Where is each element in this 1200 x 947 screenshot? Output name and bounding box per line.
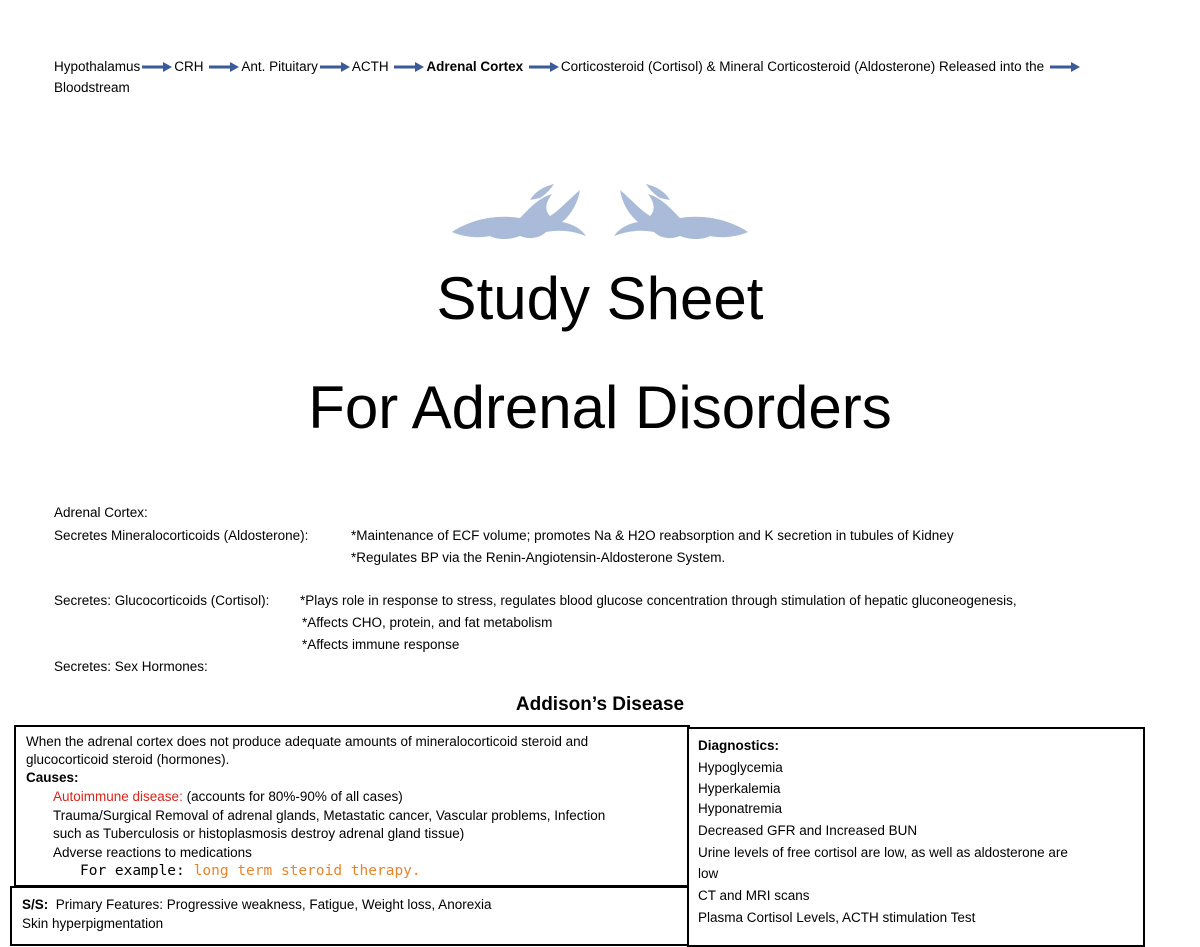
adrenal-heading: Adrenal Cortex: [54,505,148,520]
gluco-label: Secretes: Glucocorticoids (Cortisol): [54,593,270,608]
page-subtitle: For Adrenal Disorders [308,374,892,441]
step-bloodstream: Bloodstream [54,80,130,95]
autoimmune-detail: (accounts for 80%-90% of all cases) [186,789,403,804]
ss-primary [22,896,491,914]
step-hypothalamus: Hypothalamus [54,59,141,74]
gluco-point: *Plays role in response to stress, regulates blood glucose concentration through stimulation of hepatic gluconeogenesis, [300,593,1017,608]
gluco-point: *Affects CHO, protein, and fat metabolism [302,615,553,630]
example-label: For example: [80,863,185,879]
hormone-pathway [54,56,1184,95]
autoimmune-label: Autoimmune disease: [53,789,183,804]
mineral-label: Secretes Mineralocorticoids (Aldosterone): [54,528,309,543]
example-line [80,861,421,881]
diagnostic-item: Hyponatremia [698,801,783,816]
addisons-heading: Addison’s Disease [515,694,685,715]
sex-hormones-label: Secretes: Sex Hormones: [54,659,208,674]
right-arrow-icon [1050,62,1080,72]
right-arrow-icon [394,62,424,72]
cause-removal: such as Tuberculosis or histoplasmosis destroy adrenal gland tissue) [53,826,465,841]
causes-label: Causes: [26,770,79,785]
diagnostic-item: Plasma Cortisol Levels, ACTH stimulation Test [698,910,976,925]
definition-text: When the adrenal cortex does not produce adequate amounts of mineralocorticoid steroid and [26,734,589,749]
diagnostic-item: Decreased GFR and Increased BUN [698,823,918,838]
cause-autoimmune [53,788,403,806]
diagnostic-item: low [698,866,719,881]
right-arrow-icon [320,62,350,72]
diagnostic-item: Hypoglycemia [698,760,783,775]
page-title: Study Sheet [436,265,764,332]
step-acth: ACTH [351,59,389,74]
ss-next: Skin hyperpigmentation [22,916,164,931]
diagnostics-box [687,727,1145,947]
flourish-ornament-icon [450,180,750,242]
diagnostic-item: Hyperkalemia [698,781,781,796]
ss-label: S/S: [22,897,49,912]
example-value: long term steroid therapy. [193,863,421,879]
diagnostics-label: Diagnostics: [698,738,780,753]
right-arrow-icon [529,62,559,72]
cause-removal: Trauma/Surgical Removal of adrenal glands, Metastatic cancer, Vascular problems, Infection [53,808,606,823]
gluco-point: *Affects immune response [302,637,460,652]
diagnostic-item: Urine levels of free cortisol are low, as well as aldosterone are [698,845,1068,860]
definition-box [14,725,690,887]
step-ant-pituitary: Ant. Pituitary [241,59,318,74]
step-adrenal-cortex: Adrenal Cortex [426,59,524,74]
right-arrow-icon [209,62,239,72]
ss-primary-text: Primary Features: Progressive weakness, Fatigue, Weight loss, Anorexia [55,897,492,912]
cause-adverse: Adverse reactions to medications [53,845,252,860]
right-arrow-icon [142,62,172,72]
mineral-point: *Regulates BP via the Renin-Angiotensin-Aldosterone System. [351,550,726,565]
definition-text: glucocorticoid steroid (hormones). [26,752,230,767]
diagnostic-item: CT and MRI scans [698,888,810,903]
step-corticosteroid-release: Corticosteroid (Cortisol) & Mineral Corticosteroid (Aldosterone) Released into the [560,59,1045,74]
step-crh: CRH [174,59,204,74]
mineral-point: *Maintenance of ECF volume; promotes Na & H2O reabsorption and K secretion in tubules of Kidney [351,528,954,543]
signs-symptoms-box [10,886,690,946]
